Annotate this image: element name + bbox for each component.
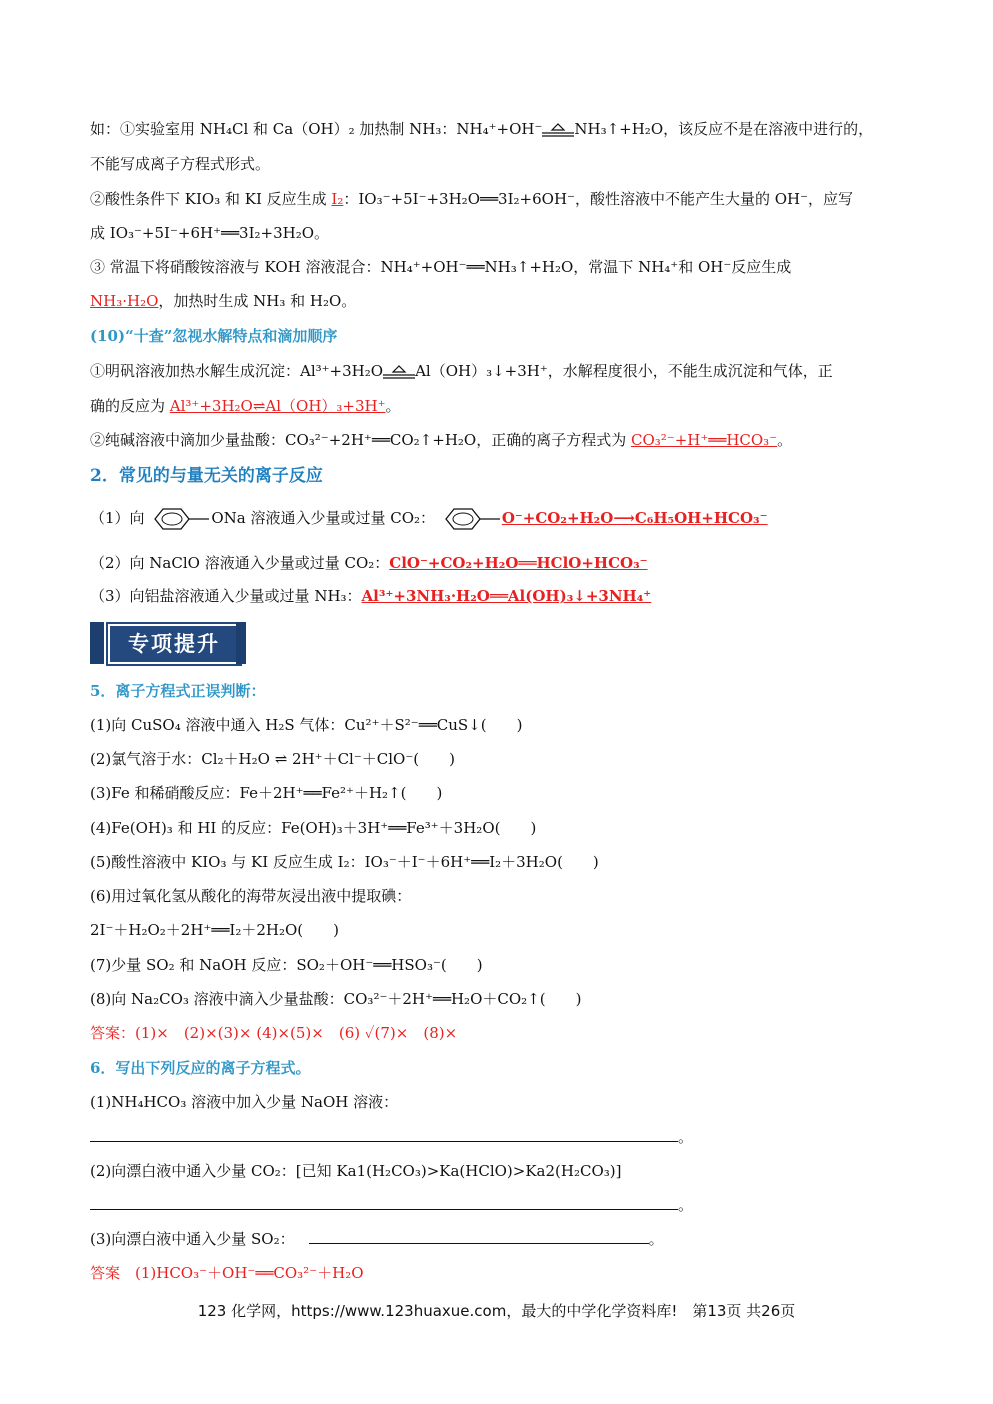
text-seg: （2）向 NaClO 溶液通入少量或过量 CO₂： xyxy=(90,554,390,572)
page-footer: 123 化学网，https://www.123huaxue.com，最大的中学化学资料库! 第13页 共26页 xyxy=(197,1302,796,1320)
text-line-6 xyxy=(90,290,356,312)
benzene-ring-icon xyxy=(440,506,502,532)
text-line-7 xyxy=(90,360,833,382)
text-seg: ①明矾溶液加热水解生成沉淀：Al³⁺+3H₂O xyxy=(90,362,384,380)
answer-line[interactable] xyxy=(90,1127,678,1142)
write-q3 xyxy=(90,1228,664,1250)
equation-text-cont: NH₃↑+H₂O，该反应不是在溶液中进行的， xyxy=(574,120,874,138)
judge-q6-equation: 2I⁻＋H₂O₂＋2H⁺══I₂＋2H₂O( ) xyxy=(90,921,339,939)
text-seg: Al（OH）₃↓+3H⁺，水解程度很小，不能生成沉淀和气体，正 xyxy=(415,362,833,380)
text-line-8 xyxy=(90,395,401,417)
heating-equal-sign xyxy=(542,123,574,137)
text-seg: ②纯碱溶液中滴加少量盐酸：CO₃²⁻+2H⁺══CO₂↑+H₂O，正确的离子方程式为 xyxy=(90,431,631,449)
banner-bar xyxy=(90,622,104,664)
reaction-2 xyxy=(90,552,648,574)
answer-blank: CO₃²⁻+H⁺══HCO₃⁻ xyxy=(630,431,778,449)
judge-q5: (5)酸性溶液中 KIO₃ 与 KI 反应生成 I₂：IO₃⁻＋I⁻＋6H⁺══I₂＋3H₂O( ) xyxy=(90,853,599,871)
write-q2: (2)向漂白液中通入少量 CO₂：[已知 Ka1(H₂CO₃)>Ka(HClO)>Ka2(H₂CO₃)] xyxy=(90,1162,622,1180)
answer-5: 答案：(1)× (2)×(3)× (4)×(5)× (6) ✓(7)× (8)× xyxy=(90,1024,458,1042)
answer-blank: I₂ xyxy=(331,190,344,208)
equation-text: 如：①实验室用 NH₄Cl 和 Ca（OH）₂ 加热制 NH₃：NH₄⁺+OH⁻ xyxy=(90,120,543,138)
banner-title: 专项提升 xyxy=(108,624,240,664)
text-line-5: ③ 常温下将硝酸铵溶液与 KOH 溶液混合：NH₄⁺+OH⁻══NH₃↑+H₂O，常温下 NH₄⁺和 OH⁻反应生成 xyxy=(90,258,792,276)
text-seg: 确的反应为 xyxy=(90,397,170,415)
text-seg: （1）向 xyxy=(90,509,145,527)
write-q2-blank xyxy=(90,1194,693,1216)
banner-cap xyxy=(236,622,246,664)
section-heading-10: (10)“十查”忽视水解特点和滴加顺序 xyxy=(90,327,338,345)
text-line-4: 成 IO₃⁻+5I⁻+6H⁺══3I₂+3H₂O。 xyxy=(90,224,330,242)
text-line-9 xyxy=(90,429,792,451)
write-q1: (1)NH₄HCO₃ 溶液中加入少量 NaOH 溶液： xyxy=(90,1093,399,1111)
text-seg: ②酸性条件下 KIO₃ 和 KI 反应生成 xyxy=(90,190,332,208)
section-banner xyxy=(90,622,248,664)
text-seg: （3）向铝盐溶液通入少量或过量 NH₃： xyxy=(90,587,362,605)
period: 。 xyxy=(648,1230,664,1248)
answer-blank: Al³⁺+3NH₃·H₂O══Al(OH)₃↓+3NH₄⁺ xyxy=(361,587,652,605)
text-seg: 。 xyxy=(777,431,793,449)
answer-blank: NH₃·H₂O xyxy=(90,292,159,310)
answer-line[interactable] xyxy=(90,1195,678,1210)
text-seg: 。 xyxy=(385,397,401,415)
text-seg: (3)向漂白液中通入少量 SO₂： xyxy=(90,1230,295,1248)
period: 。 xyxy=(678,1196,694,1214)
text-seg: ONa 溶液通入少量或过量 CO₂： xyxy=(211,509,436,527)
judge-q1: (1)向 CuSO₄ 溶液中通入 H₂S 气体：Cu²⁺＋S²⁻══CuS↓( ) xyxy=(90,716,523,734)
period: 。 xyxy=(678,1128,694,1146)
text-seg: ，加热时生成 NH₃ 和 H₂O。 xyxy=(158,292,357,310)
judge-q8: (8)向 Na₂CO₃ 溶液中滴入少量盐酸：CO₃²⁻＋2H⁺══H₂O＋CO₂↑( ) xyxy=(90,990,582,1008)
judge-q2: (2)氯气溶于水：Cl₂＋H₂O ⇌ 2H⁺＋Cl⁻＋ClO⁻( ) xyxy=(90,750,455,768)
section-heading-5: 5．离子方程式正误判断： xyxy=(90,682,266,700)
text-line-2: 不能写成离子方程式形式。 xyxy=(90,155,271,173)
judge-q3: (3)Fe 和稀硝酸反应：Fe＋2H⁺══Fe²⁺＋H₂↑( ) xyxy=(90,784,443,802)
reaction-1 xyxy=(90,506,768,532)
heating-equal-sign xyxy=(383,365,415,379)
write-q1-blank xyxy=(90,1126,693,1148)
text-seg: ：IO₃⁻+5I⁻+3H₂O══3I₂+6OH⁻，酸性溶液中不能产生大量的 OH⁻，应写 xyxy=(343,190,854,208)
answer-6: 答案 (1)HCO₃⁻＋OH⁻══CO₃²⁻＋H₂O xyxy=(90,1264,364,1282)
judge-q6: (6)用过氧化氢从酸化的海带灰浸出液中提取碘： xyxy=(90,887,412,905)
judge-q7: (7)少量 SO₂ 和 NaOH 反应：SO₂＋OH⁻══HSO₃⁻( ) xyxy=(90,956,483,974)
answer-line[interactable] xyxy=(309,1229,649,1244)
reaction-3 xyxy=(90,585,651,607)
section-heading-2: 2．常见的与量无关的离子反应 xyxy=(90,466,323,486)
text-line-1 xyxy=(90,118,873,140)
section-heading-6: 6．写出下列反应的离子方程式。 xyxy=(90,1059,311,1077)
answer-blank: Al³⁺+3H₂O⇌Al（OH）₃+3H⁺ xyxy=(169,397,386,415)
text-line-3 xyxy=(90,188,853,210)
judge-q4: (4)Fe(OH)₃ 和 HI 的反应：Fe(OH)₃＋3H⁺══Fe³⁺＋3H₂O( ) xyxy=(90,819,537,837)
answer-blank: O⁻+CO₂+H₂O⟶C₆H₅OH+HCO₃⁻ xyxy=(501,509,768,527)
answer-blank: ClO⁻+CO₂+H₂O══HClO+HCO₃⁻ xyxy=(389,554,648,572)
benzene-ring-icon xyxy=(149,506,211,532)
